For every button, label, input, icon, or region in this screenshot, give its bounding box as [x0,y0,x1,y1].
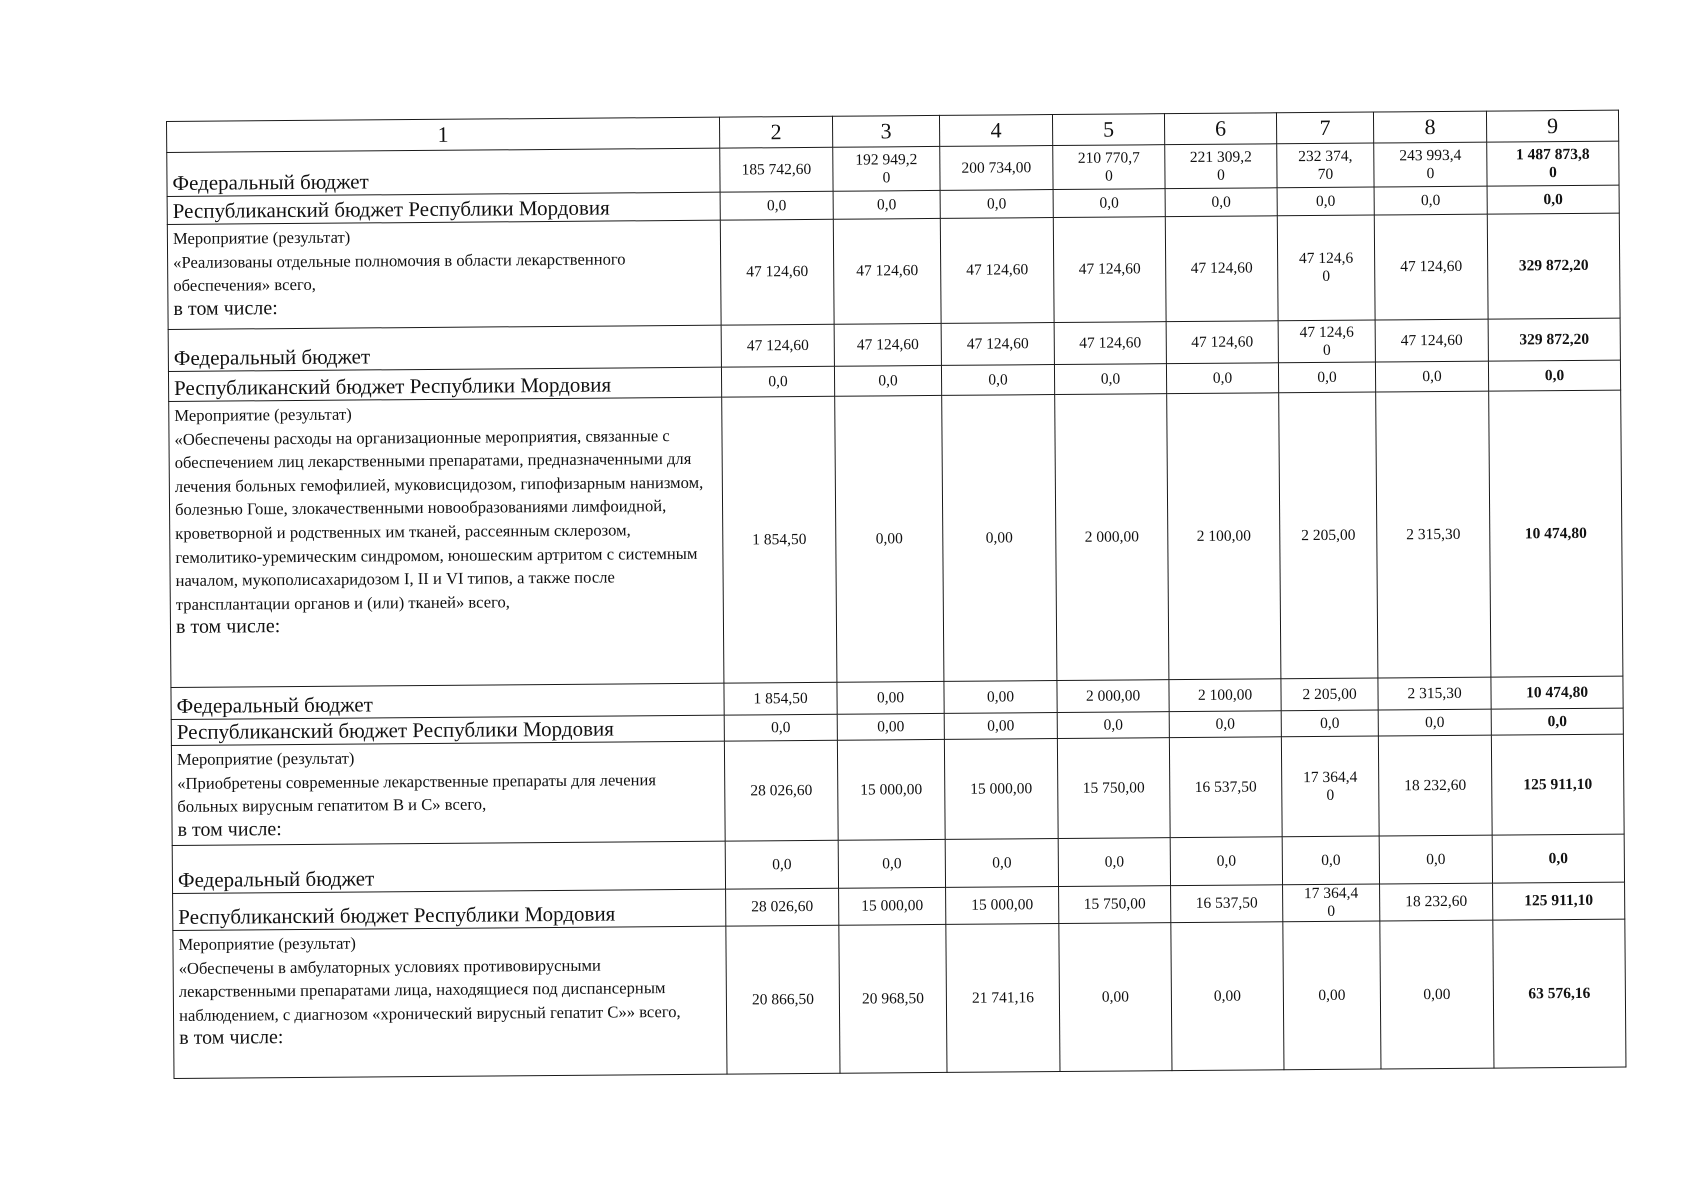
total-cell: 0,0 [1487,185,1619,214]
value-cell: 0,0 [1057,712,1169,739]
value-cell: 2 100,00 [1167,393,1281,680]
value-cell: 47 124,60 [1165,216,1278,322]
budget-source-label: Федеральный бюджет [172,841,725,893]
value-cell: 0,0 [1170,837,1282,886]
budget-source-label: Федеральный бюджет [171,683,724,719]
value-cell: 2 205,00 [1279,392,1378,679]
value-cell: 47 124,60 [720,219,834,325]
value-cell: 2 315,30 [1376,391,1491,678]
including-label: в том числе: [173,296,278,320]
event-description [171,741,725,845]
value-cell: 47 124,6 0 [1278,320,1375,363]
value-cell: 0,0 [1282,836,1379,885]
total-cell: 10 474,80 [1489,390,1623,677]
value-cell: 15 750,00 [1057,738,1170,839]
value-cell: 192 949,2 0 [833,146,940,191]
value-cell: 0,0 [720,191,833,220]
column-number: 6 [1164,113,1276,145]
budget-source-label: Республиканский бюджет Республики Мордовия [168,367,721,401]
budget-source-label: Федеральный бюджет [168,325,721,371]
total-cell: 63 576,16 [1493,919,1626,1068]
value-cell: 200 734,00 [940,146,1053,191]
column-number: 9 [1486,110,1618,142]
budget-source-label: Республиканский бюджет Республики Мордовия [171,715,724,745]
value-cell: 28 026,60 [724,740,838,841]
budget-table [166,110,1626,1079]
value-cell: 0,0 [1378,709,1491,736]
value-cell: 0,00 [1171,922,1284,1071]
value-cell: 47 124,60 [1053,217,1166,323]
value-cell: 17 364,4 0 [1283,884,1380,922]
value-cell: 0,0 [1278,362,1375,393]
value-cell: 47 124,60 [721,324,834,367]
event-description [167,220,721,329]
total-cell: 0,0 [1492,834,1624,883]
column-number: 2 [719,116,832,148]
value-cell: 47 124,60 [940,218,1054,324]
value-cell: 0,0 [834,365,941,396]
event-text: «Реализованы отдельные полномочия в области лекарственного обеспечения» всего, [173,248,626,296]
value-cell: 0,0 [940,190,1053,219]
value-cell: 0,00 [837,681,944,714]
value-cell: 0,0 [1058,838,1170,887]
value-cell: 0,0 [1379,835,1492,884]
value-cell: 28 026,60 [726,888,839,926]
value-cell: 0,0 [725,840,838,889]
including-label: в том числе: [179,1026,284,1050]
total-cell: 125 911,10 [1493,882,1625,920]
total-cell: 125 911,10 [1491,734,1624,835]
column-number: 8 [1373,111,1486,143]
event-title: Мероприятие (результат) [172,227,351,248]
value-cell: 0,00 [837,713,944,740]
value-cell: 16 537,50 [1171,885,1283,923]
event-row [169,390,1623,687]
value-cell: 15 000,00 [839,887,946,925]
value-cell: 0,0 [1374,186,1487,215]
value-cell: 0,00 [835,395,944,682]
value-cell: 0,00 [1380,920,1494,1069]
event-row [173,919,1626,1078]
value-cell: 17 364,4 0 [1281,736,1379,837]
value-cell: 221 309,2 0 [1165,144,1277,189]
event-title: Мероприятие (результат) [174,404,352,425]
value-cell: 47 124,60 [1054,322,1166,365]
value-cell: 0,0 [724,714,837,741]
value-cell: 15 000,00 [837,739,945,840]
value-cell: 0,0 [721,366,834,397]
value-cell: 0,0 [1277,187,1374,216]
value-cell: 15 000,00 [944,739,1058,840]
budget-source-label: Республиканский бюджет Республики Мордовия [167,192,720,224]
total-cell: 329 872,20 [1488,318,1620,361]
value-cell: 47 124,60 [1166,321,1278,364]
value-cell: 0,0 [945,839,1058,888]
document-sheet [166,110,1625,1079]
value-cell: 2 205,00 [1281,678,1378,711]
total-cell: 0,0 [1488,360,1620,391]
value-cell: 0,0 [833,190,940,219]
value-cell: 2 100,00 [1169,679,1281,712]
value-cell: 47 124,60 [834,323,941,366]
value-cell: 243 993,4 0 [1374,142,1487,187]
value-cell: 18 232,60 [1378,735,1492,836]
value-cell: 0,0 [941,365,1054,396]
event-row [171,734,1624,845]
column-number: 4 [939,115,1052,147]
value-cell: 0,0 [1054,364,1166,395]
value-cell: 2 315,30 [1378,677,1491,710]
value-cell: 15 750,00 [1059,886,1171,924]
value-cell: 21 741,16 [946,924,1060,1073]
including-label: в том числе: [175,615,281,639]
total-cell: 10 474,80 [1491,676,1623,709]
value-cell: 2 000,00 [1055,394,1169,681]
value-cell: 47 124,60 [1375,319,1488,362]
event-description [173,926,727,1078]
event-title: Мероприятие (результат) [178,933,356,954]
value-cell: 1 854,50 [722,396,837,683]
event-description [169,397,724,687]
value-cell: 0,00 [1059,923,1172,1072]
value-cell: 0,00 [942,395,1057,682]
value-cell: 18 232,60 [1380,883,1493,921]
value-cell: 0,0 [1165,188,1277,217]
column-number: 3 [832,115,939,147]
value-cell: 47 124,60 [833,218,941,324]
value-cell: 47 124,60 [941,323,1054,366]
value-cell: 20 968,50 [839,924,947,1073]
column-number: 1 [167,117,720,152]
value-cell: 0,00 [1283,921,1381,1070]
value-cell: 47 124,6 0 [1277,215,1375,321]
value-cell: 210 770,7 0 [1053,145,1165,190]
value-cell: 0,0 [1281,710,1378,737]
event-title: Мероприятие (результат) [176,748,355,769]
value-cell: 0,00 [944,713,1057,740]
total-cell: 329 872,20 [1487,213,1620,319]
value-cell: 185 742,60 [720,147,833,192]
value-cell: 0,0 [1166,363,1278,394]
column-number: 7 [1276,112,1373,144]
budget-source-label: Федеральный бюджет [167,148,720,196]
total-cell: 0,0 [1491,708,1623,735]
budget-source-label: Республиканский бюджет Республики Мордовия [173,889,726,930]
value-cell: 0,0 [1053,189,1165,218]
value-cell: 0,0 [1375,361,1488,392]
column-number: 5 [1052,114,1164,146]
value-cell: 15 000,00 [946,887,1059,925]
total-cell: 1 487 873,8 0 [1487,141,1619,186]
value-cell: 16 537,50 [1169,737,1282,838]
including-label: в том числе: [177,817,282,841]
value-cell: 1 854,50 [724,682,837,715]
value-cell: 0,0 [838,839,945,888]
value-cell: 2 000,00 [1057,680,1169,713]
event-text: «Обеспечены в амбулаторных условиях противовирусными лекарственными препаратами лица, находящиеся под диспансерным наблюдением, с диагнозом «хронический вирусный гепатит С»» всего, [178,955,681,1025]
event-text: «Приобретены современные лекарственные препараты для лечения больных вирусным гепатитом В и С» всего, [177,769,657,817]
table-body [167,110,1626,1078]
value-cell: 20 866,50 [726,925,840,1074]
event-text: «Обеспечены расходы на организационные мероприятия, связанные с обеспечением лиц лекарственными препаратами, предназначенными для лечения больных гемофилией, муковисцидозом, гипофизарным нанизмом, болезнью Гоше, злокачественными новообразованиями лимфоидной, кроветворной и родственных им тканей, рассеянным склерозом, гемолитико-уремическим синдромом, юношеским артритом с системным началом, мукополисахаридозом I, II и VI типов, а также после трансплантации органов и (или) тканей» всего, [174,425,704,614]
value-cell: 47 124,60 [1374,214,1488,320]
event-row [167,213,1620,329]
value-cell: 0,00 [944,681,1057,714]
value-cell: 232 374, 70 [1277,143,1374,188]
value-cell: 0,0 [1169,711,1281,738]
